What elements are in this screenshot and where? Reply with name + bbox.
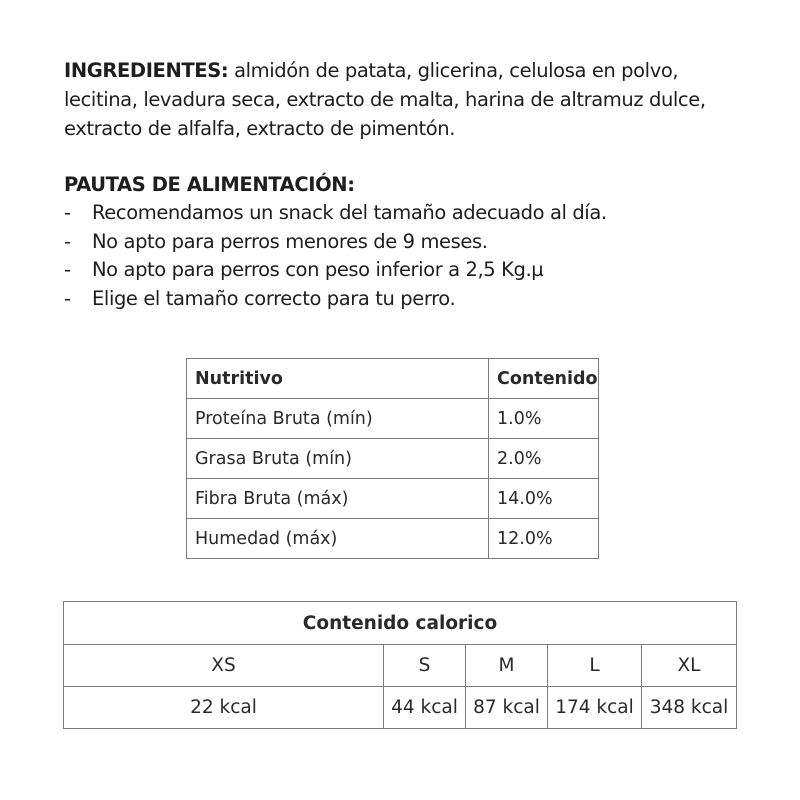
list-item	[64, 285, 607, 314]
calorie-table	[63, 601, 737, 729]
calorie-value-cell: 44 kcal	[384, 687, 466, 729]
list-item-text: No apto para perros con peso inferior a 2,5 Kg.µ	[92, 258, 544, 281]
nutrient-name-cell: Grasa Bruta (mín)	[187, 439, 489, 479]
nutrient-name-cell: Humedad (máx)	[187, 519, 489, 559]
table-row	[64, 687, 737, 729]
nutrient-value-cell: 2.0%	[489, 439, 599, 479]
table-caption-row	[64, 602, 737, 645]
size-header-cell: L	[548, 645, 642, 687]
feeding-guidelines-list	[64, 199, 607, 313]
list-item-text: Elige el tamaño correcto para tu perro.	[92, 286, 456, 310]
nutrient-value-cell: 1.0%	[489, 399, 599, 439]
nutrition-table	[186, 358, 599, 559]
list-item	[64, 199, 607, 228]
size-header-cell: S	[384, 645, 466, 687]
nutrient-value-cell: 12.0%	[489, 519, 599, 559]
table-row	[187, 519, 599, 559]
calorie-value-cell: 87 kcal	[466, 687, 548, 729]
table-row	[187, 479, 599, 519]
ingredients-text: almidón de patata, glicerina, celulosa en polvo, lecitina, levadura seca, extracto de malta, harina de altramuz dulce, extracto de alfalfa, extracto de pimentón.	[64, 59, 706, 140]
column-header-nutrient: Nutritivo	[187, 359, 489, 399]
list-item-text: Recomendamos un snack del tamaño adecuado al día.	[92, 201, 607, 224]
list-bullet: -	[64, 201, 71, 224]
ingredients-paragraph	[64, 56, 744, 143]
ingredients-label: INGREDIENTES:	[64, 59, 229, 82]
column-header-content: Contenido	[489, 359, 599, 399]
list-bullet: -	[64, 258, 71, 281]
table-row	[187, 439, 599, 479]
nutrient-value-cell: 14.0%	[489, 479, 599, 519]
list-bullet: -	[64, 229, 71, 253]
calorie-value-cell: 174 kcal	[548, 687, 642, 729]
size-header-cell: XL	[642, 645, 737, 687]
list-item	[64, 256, 607, 285]
list-item-text: No apto para perros menores de 9 meses.	[92, 229, 488, 253]
feeding-guidelines-title: PAUTAS DE ALIMENTACIÓN:	[64, 173, 355, 196]
calorie-table-caption: Contenido calorico	[64, 602, 737, 645]
table-row	[187, 399, 599, 439]
table-header-row	[187, 359, 599, 399]
calorie-value-cell: 348 kcal	[642, 687, 737, 729]
size-header-cell: M	[466, 645, 548, 687]
size-header-cell: XS	[64, 645, 384, 687]
list-bullet: -	[64, 286, 71, 310]
table-header-row	[64, 645, 737, 687]
list-item	[64, 228, 607, 257]
calorie-value-cell: 22 kcal	[64, 687, 384, 729]
nutrient-name-cell: Fibra Bruta (máx)	[187, 479, 489, 519]
nutrient-name-cell: Proteína Bruta (mín)	[187, 399, 489, 439]
